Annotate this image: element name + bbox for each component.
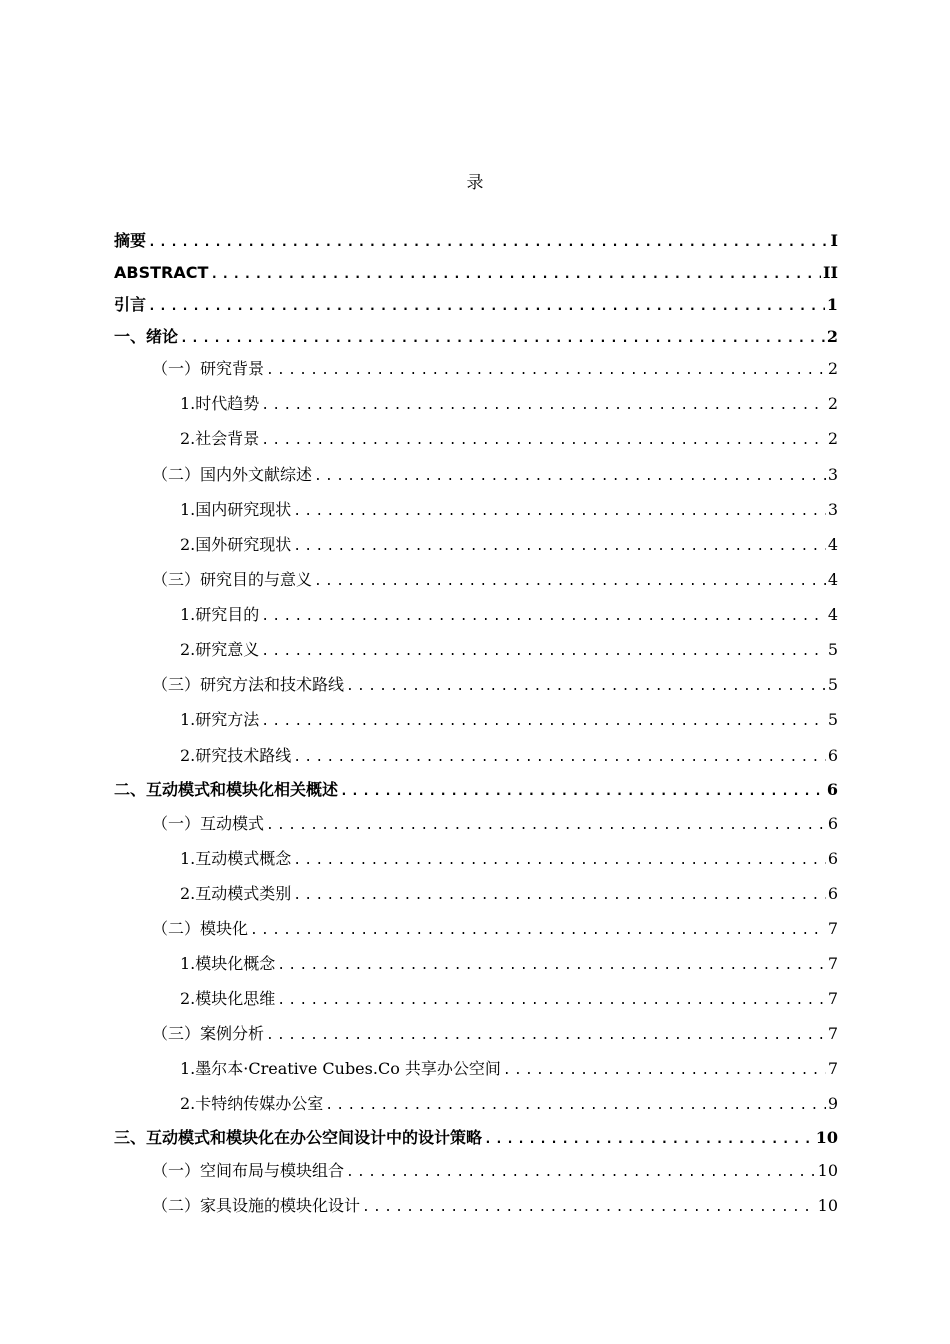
toc-entry-label: （三）案例分析 [152, 1024, 265, 1043]
toc-entry[interactable] [114, 391, 838, 417]
toc-entry-label: （二）家具设施的模块化设计 [152, 1196, 361, 1215]
toc-entry[interactable] [114, 1193, 838, 1219]
dot-leader [261, 709, 826, 735]
toc-entry-label: 2.研究意义 [180, 640, 260, 659]
toc-entry[interactable] [114, 1125, 838, 1151]
dot-leader [484, 1127, 814, 1153]
dot-leader [293, 745, 826, 771]
toc-entry[interactable] [114, 228, 838, 254]
toc-entry-page-number: 10 [817, 1196, 838, 1215]
toc-entry[interactable] [114, 1158, 838, 1184]
dot-leader [261, 639, 826, 665]
toc-entry-page-number: 9 [827, 1094, 838, 1113]
toc-entry-page-number: I [830, 231, 838, 250]
toc-entry[interactable] [114, 707, 838, 733]
toc-entry-label: （一）空间布局与模块组合 [152, 1161, 345, 1180]
toc-entry[interactable] [114, 846, 838, 872]
toc-entry-page-number: 6 [826, 780, 838, 799]
toc-entry[interactable] [114, 324, 838, 350]
toc-entry-label: （二）国内外文献综述 [152, 465, 313, 484]
toc-entry[interactable] [114, 356, 838, 382]
toc-entry-label: （二）模块化 [152, 919, 249, 938]
dot-leader [503, 1058, 826, 1084]
dot-leader [261, 393, 826, 419]
dot-leader [266, 813, 826, 839]
toc-entry[interactable] [114, 811, 838, 837]
toc-entry-label: 1.墨尔本·Creative Cubes.Co 共享办公空间 [180, 1059, 501, 1078]
toc-entry[interactable] [114, 602, 838, 628]
dot-leader [293, 499, 826, 525]
toc-entry[interactable] [114, 637, 838, 663]
toc-entry-label: 2.互动模式类别 [180, 884, 292, 903]
dot-leader [210, 262, 821, 288]
toc-entry-label: （一）互动模式 [152, 814, 265, 833]
toc-entry-label: 2.社会背景 [180, 429, 260, 448]
dot-leader [293, 534, 826, 560]
toc-entry[interactable] [114, 462, 838, 488]
toc-entry[interactable] [114, 532, 838, 558]
toc-entry-page-number: 7 [827, 954, 838, 973]
dot-leader [293, 883, 826, 909]
toc-entry-page-number: 7 [827, 919, 838, 938]
toc-entry[interactable] [114, 260, 838, 286]
toc-entry[interactable] [114, 951, 838, 977]
toc-entry-label: （三）研究方法和技术路线 [152, 675, 345, 694]
toc-entry[interactable] [114, 426, 838, 452]
toc-entry[interactable] [114, 497, 838, 523]
toc-entry-page-number: II [823, 263, 838, 282]
toc-entry[interactable] [114, 881, 838, 907]
toc-entry-page-number: 6 [827, 746, 838, 765]
dot-leader [346, 1160, 816, 1186]
dot-leader [314, 569, 826, 595]
toc-entry-label: 2.模块化思维 [180, 989, 276, 1008]
toc-entry-label: 1.国内研究现状 [180, 500, 292, 519]
toc-entry-page-number: 7 [827, 1024, 838, 1043]
toc-entry-page-number: 6 [827, 884, 838, 903]
toc-entry-page-number: 10 [817, 1161, 838, 1180]
toc-entry-label: 2.国外研究现状 [180, 535, 292, 554]
toc-entry-page-number: 3 [827, 500, 838, 519]
toc-entry-page-number: 4 [827, 535, 838, 554]
toc-entry-page-number: 5 [827, 640, 838, 659]
toc-entry-page-number: 2 [827, 359, 838, 378]
toc-entry-page-number: 2 [827, 429, 838, 448]
dot-leader [148, 294, 825, 320]
toc-entry-label: 1.互动模式概念 [180, 849, 292, 868]
toc-entry-page-number: 7 [827, 989, 838, 1008]
toc-entry-page-number: 2 [827, 394, 838, 413]
toc-entry-page-number: 10 [815, 1128, 838, 1147]
toc-entry-label: 1.模块化概念 [180, 954, 276, 973]
dot-leader [148, 230, 829, 256]
toc-entry-page-number: 5 [827, 675, 838, 694]
toc-entry-label: 1.研究方法 [180, 710, 260, 729]
dot-leader [266, 358, 826, 384]
dot-leader [261, 428, 826, 454]
toc-entry-label: 三、互动模式和模块化在办公空间设计中的设计策略 [114, 1128, 483, 1147]
dot-leader [277, 953, 826, 979]
toc-entry[interactable] [114, 1091, 838, 1117]
toc-entry-label: 引言 [114, 295, 147, 314]
toc-entry-page-number: 6 [827, 849, 838, 868]
toc-entry[interactable] [114, 1021, 838, 1047]
toc-entry[interactable] [114, 986, 838, 1012]
toc-entry-page-number: 2 [826, 327, 838, 346]
toc-entry-label: 1.研究目的 [180, 605, 260, 624]
toc-entry-page-number: 6 [827, 814, 838, 833]
toc-entry[interactable] [114, 672, 838, 698]
dot-leader [293, 848, 826, 874]
toc-entry-page-number: 5 [827, 710, 838, 729]
dot-leader [250, 918, 826, 944]
toc-entry-label: 二、互动模式和模块化相关概述 [114, 780, 339, 799]
toc-entry-page-number: 1 [826, 295, 838, 314]
toc-entry-page-number: 7 [827, 1059, 838, 1078]
toc-entry[interactable] [114, 567, 838, 593]
dot-leader [266, 1023, 826, 1049]
toc-entry[interactable] [114, 292, 838, 318]
toc-entry-label: 2.卡特纳传媒办公室 [180, 1094, 324, 1113]
toc-title: 录 [466, 173, 484, 193]
toc-entry-page-number: 3 [827, 465, 838, 484]
toc-entry-page-number: 4 [827, 605, 838, 624]
dot-leader [314, 464, 826, 490]
toc-entry[interactable] [114, 777, 838, 803]
dot-leader [340, 779, 825, 805]
dot-leader [325, 1093, 826, 1119]
toc-entry-page-number: 4 [827, 570, 838, 589]
toc-entry-label: 2.研究技术路线 [180, 746, 292, 765]
dot-leader [346, 674, 826, 700]
toc-entry-label: 摘要 [114, 231, 147, 250]
toc-entry[interactable] [114, 743, 838, 769]
dot-leader [261, 604, 826, 630]
dot-leader [277, 988, 826, 1014]
toc-entry[interactable] [114, 1056, 838, 1082]
toc-entry-label: （一）研究背景 [152, 359, 265, 378]
toc-entry-label: 1.时代趋势 [180, 394, 260, 413]
toc-entry[interactable] [114, 916, 838, 942]
toc-entry-label: （三）研究目的与意义 [152, 570, 313, 589]
dot-leader [362, 1195, 816, 1221]
toc-entry-label: 一、绪论 [114, 327, 179, 346]
toc-entry-label: ABSTRACT [114, 263, 209, 282]
dot-leader [180, 326, 825, 352]
